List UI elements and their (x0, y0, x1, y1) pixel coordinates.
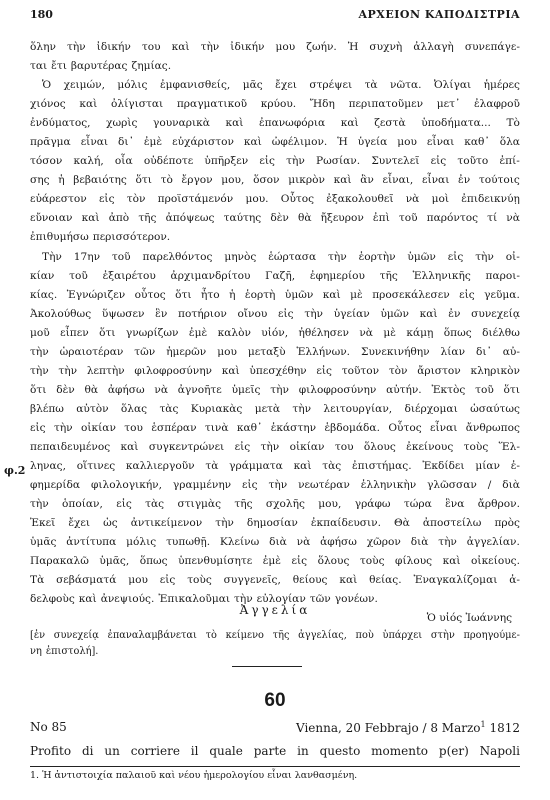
footnote-marker: 1 (480, 720, 486, 729)
running-title: ΑΡΧΕΙΟΝ ΚΑΠΟΔΙΣΤΡΙΑ (358, 8, 520, 21)
text-line: τὴν τὴν λεπτὴν φιλοφροσύνην καὶ ὑπεσχέθην εἰς τοῦτον τὸν ἄριστον κληρικὸν (30, 364, 520, 377)
text-line: [ἐν συνεχείᾳ ἐπαναλαμβάνεται τὸ κείμενο τῆς ἀγγελίας, ποὺ ὑπάρχει στὴν προηγούμε- (30, 630, 520, 641)
document-number: 60 (264, 690, 286, 711)
text-line: Ὁ υἱός Ἰωάννης (426, 612, 512, 625)
text-line: φημερίδα φιλολογικήν, γραμμένην εἰς τὴν νεωτέραν ἑλληνικὴν γλῶσσαν / διὰ (30, 479, 520, 492)
text-line: μοῦ εἶπεν ὅτι γνωρίζων ἐμὲ καλὸν υἱόν, ἠθέλησεν νὰ μὲ κάμῃ ὅπως διέλθω (30, 326, 520, 339)
text-line: ληνας, οἵτινες καλλιεργοῦν τὰ γράμματα καὶ τὰς ἐπιστήμας. Ἐκδίδει μίαν ἐ- (30, 460, 520, 473)
letter-body (30, 38, 520, 628)
text-line: βλέπω αὐτὸν ὅλας τὰς Κυριακὰς μετὰ τὴν λειτουργίαν, διέρχομαι ὡσαύτως (30, 402, 520, 415)
text-line: τὴν ὡραιοτέραν τῶν ἡμερῶν μου μεταξὺ Ἑλλήνων. Συνεκινήθην λίαν δι᾽ αὐ- (30, 345, 520, 358)
text-line: κίαν τοῦ ἐξαιρέτου ἀρχιμανδρίτου Γαζῆ, ἐφημερίου τῆς Ἑλληνικῆς παροι- (30, 269, 520, 282)
text-line: ται ἔτι βαρυτέρας ζημίας. (30, 60, 172, 73)
page-number: 180 (30, 8, 53, 21)
margin-folio-note: φ.2 (4, 464, 26, 477)
text-line: ἐπιθυμήσω περισσότερον. (30, 231, 171, 244)
document-meta (30, 720, 520, 738)
document-year: 1812 (485, 721, 520, 735)
text-line: ὑμᾶς ἀντίτυπα μόλις τυπωθῇ. Κλείνω διὰ νὰ ἀφήσω χῶρον διὰ τὴν ἀγγελίαν. (30, 536, 520, 549)
text-line: χιόνος καὶ ὀλίγισται πραγματικοῦ κρύου. Ἤδη περιπατοῦμεν μετ᾽ ἐλαφροῦ (30, 98, 520, 111)
text-line: τὴν ὁποίαν, εἰς τὰς στιγμὰς τῆς σχολῆς μου, γράφω τώρα ἓνα ἄρθρον. (30, 498, 520, 511)
document-subject: Profito di un corriere il quale parte in questo momento p(er) Napoli (30, 744, 520, 758)
text-line: πρᾶγμα εἶναι δι᾽ ἐμὲ εὐχάριστον καὶ ὠφέλιμον. Ἡ ὑγεία μου εἶναι καθ᾽ ὅλα (30, 136, 520, 149)
text-line: τόσον καλή, οἷα οὐδέποτε ὑπῆρξεν εἰς τὴν Ρωσίαν. Συντελεῖ εἰς τοῦτο ἐπί- (30, 155, 520, 168)
text-line: κίας. Ἐγνώριζεν οὗτος ὅτι ἦτο ἡ ἑορτὴ ὑμῶν καὶ μὲ προσεκάλεσεν εἰς γεῦμα. (30, 288, 520, 301)
text-line: Παρακαλῶ ὑμᾶς, ὅπως ὑπενθυμίσητε ἐμὲ εἰς ὅλους τοὺς φίλους καὶ οἰκείους. (30, 555, 520, 568)
text-line: Ὁ χειμών, μόλις ἐμφανισθείς, μᾶς ἔχει στρέψει τὰ νῶτα. Ὀλίγαι ἡμέρες (42, 79, 520, 92)
editor-note (30, 628, 520, 660)
section-divider (232, 666, 302, 667)
text-line: εἰς τὴν οἰκίαν του ἑσπέραν τινὰ καθ᾽ ἑκάστην ἑβδομάδα. Οὗτος εἶναι ἄνθρωπος (30, 421, 520, 434)
text-line: Ἐκεῖ ἔχει ὡς ἀντικείμενον τὴν δημοσίαν ἐκπαίδευσιν. Θὰ ἀποστείλω πρὸς (30, 517, 520, 530)
announcement-heading: Ἀγγελία (239, 603, 311, 617)
text-line: σης ἡ βεβαιότης ὅτι τὸ ἔργον μου, ὅσον μικρὸν καὶ ἂν εἶναι, εἶναι ἐν τούτοις (30, 174, 520, 187)
page-header (30, 8, 520, 26)
document-no: No 85 (30, 720, 67, 734)
text-line: εὐάρεστον εἰς τὸν προϊστάμενόν μου. Οὗτος ἐξακολουθεῖ νὰ μοὶ ἐπιδεικνύῃ (30, 193, 520, 206)
footnote: 1. Ἡ ἀντιστοιχία παλαιοῦ καὶ νέου ἡμερολογίου εἶναι λανθασμένη. (30, 770, 358, 781)
document-date (296, 720, 520, 735)
text-line: ἐνδύματος, χωρὶς γουναρικὰ καὶ ἐπανωφόρια καὶ ζεστὰ ὑποδήματα... Τὸ (30, 117, 520, 130)
text-line: δελφοὺς καὶ ἀνεψιούς. Ἐπικαλοῦμαι τὴν εὐλογίαν τῶν γονέων. (30, 593, 378, 606)
text-line: ὅλην τὴν ἰδικήν του καὶ τὴν ἰδικήν μου ζωήν. Ἡ συχνὴ ἀλλαγὴ συνεπάγε- (30, 41, 520, 53)
text-line: Ἀκολούθως ὕψωσεν ἓν ποτήριον οἴνου εἰς τὴν ὑγείαν ὑμῶν καὶ ἐν συνεχείᾳ (30, 307, 520, 320)
text-line: Τὴν 17ην τοῦ παρελθόντος μηνὸς ἑώρτασα τὴν ἑορτὴν ὑμῶν εἰς τὴν οἰ- (42, 250, 520, 263)
text-line: πεπαιδευμένος καὶ συγκεντρώνει εἰς τὴν οἰκίαν του ὅλους ἐκείνους τοὺς Ἕλ- (30, 440, 520, 453)
text-line: ὅτι δὲν θὰ ἀφήσω νὰ ἀγνοῆτε ὑμεῖς τὴν φιλοφροσύνην αὐτήν. Ἐκτὸς τοῦ ὅτι (30, 383, 520, 396)
document-date-text: Vienna, 20 Febbrajo / 8 Marzo (296, 721, 481, 735)
footnote-divider (30, 766, 520, 767)
text-line: εὔνοιαν καὶ ἀπὸ τῆς ἀπόψεως ταύτης δὲν θὰ ἤξευρον ἐπὶ τοῦ παρόντος τί νὰ (30, 212, 520, 225)
text-line: νη ἐπιστολή]. (30, 646, 99, 657)
text-line: Τὰ σεβάσματά μου εἰς τοὺς συγγενεῖς, θείους καὶ θείας. Ἐναγκαλίζομαι ἀ- (30, 574, 520, 587)
